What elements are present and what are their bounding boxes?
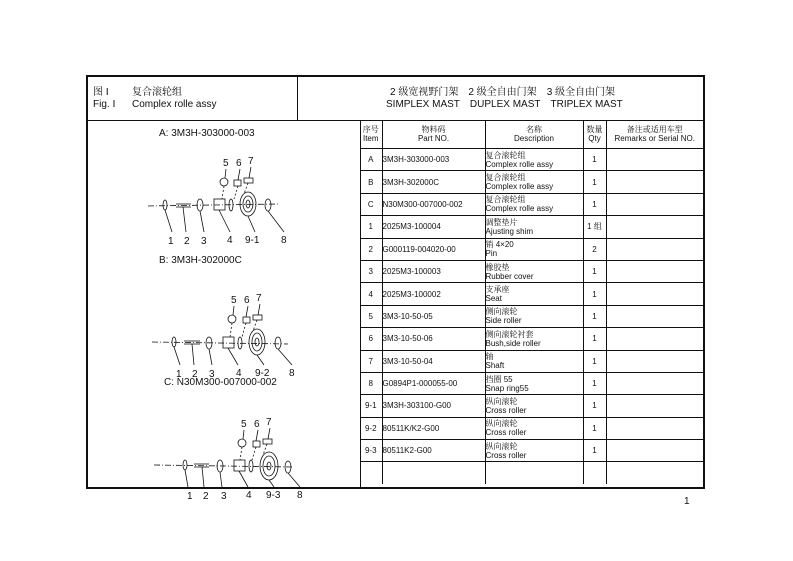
qty-cell <box>583 372 606 394</box>
callout-b-4: 4 <box>236 368 242 379</box>
description-cell-desc-cn: 复合滚轮组 <box>485 150 526 160</box>
item-cell-item: 9-3 <box>364 446 377 456</box>
callout-a-4: 4 <box>227 235 233 246</box>
description-cell <box>485 328 583 350</box>
part-number-cell-part: 3M3H-302000C <box>382 177 439 187</box>
part-number-cell <box>382 440 485 462</box>
header-part <box>382 120 485 149</box>
description-cell-desc-cn: 纵向滚轮 <box>485 419 518 429</box>
table-row <box>360 395 703 417</box>
part-number-cell <box>382 328 485 350</box>
callout-c-4: 4 <box>246 490 252 501</box>
callout-a-1: 1 <box>168 236 174 247</box>
table-row <box>360 193 703 215</box>
part-number-cell-part: 2025M3-100002 <box>382 289 441 299</box>
diagram-b-title: B: 3M3H-302000C <box>159 255 242 266</box>
qty-cell-qty: 1 <box>592 334 597 344</box>
table-row <box>360 328 703 350</box>
qty-cell <box>583 305 606 327</box>
item-cell-item: 2 <box>368 244 373 254</box>
part-number-cell <box>382 149 485 171</box>
callout-c-2: 2 <box>203 491 209 501</box>
qty-cell <box>583 193 606 215</box>
header-item-cn: 序号 <box>362 125 379 134</box>
description-cell <box>485 372 583 394</box>
item-cell-item: 3 <box>368 267 373 277</box>
description-cell <box>485 395 583 417</box>
figure-header <box>88 77 703 121</box>
callout-b-2: 2 <box>192 369 198 379</box>
header-item-en: Item <box>362 134 379 143</box>
callout-b-8: 8 <box>289 368 295 379</box>
item-cell-item: 5 <box>368 311 373 321</box>
qty-cell <box>583 328 606 350</box>
qty-cell-qty: 1 组 <box>587 222 602 232</box>
item-cell <box>360 328 382 350</box>
item-cell <box>360 417 382 439</box>
remarks-cell <box>606 440 703 462</box>
catalog-frame <box>86 75 705 501</box>
description-cell <box>485 440 583 462</box>
qty-cell-qty: 2 <box>592 244 597 254</box>
item-cell <box>360 395 382 417</box>
figure-title-en: Complex rolle assy <box>132 99 217 110</box>
table-row <box>360 350 703 372</box>
callout-c-3: 3 <box>221 491 227 501</box>
description-cell <box>485 417 583 439</box>
part-number-cell-part: 2025M3-100004 <box>382 222 441 232</box>
figure-title-block <box>88 77 298 120</box>
callout-a-5: 5 <box>223 158 229 169</box>
qty-cell <box>583 171 606 193</box>
remarks-cell <box>606 171 703 193</box>
parts-table-body <box>360 149 703 485</box>
header-remarks <box>606 120 703 149</box>
qty-cell-qty: 1 <box>592 311 597 321</box>
description-cell <box>485 283 583 305</box>
part-number-cell-part: N30M300-007000-002 <box>382 199 463 209</box>
table-row <box>360 462 703 485</box>
item-cell <box>360 216 382 238</box>
part-number-cell <box>382 372 485 394</box>
description-cell-desc-en: Cross roller <box>485 405 527 415</box>
part-number-cell-part: 2025M3-100003 <box>382 267 441 277</box>
description-cell-desc-cn: 橡胶垫 <box>485 262 510 272</box>
item-cell-item: 1 <box>368 222 373 232</box>
description-cell-desc-en: Seat <box>485 294 502 304</box>
description-cell-desc-en: Rubber cover <box>485 271 534 281</box>
item-cell <box>360 238 382 260</box>
description-cell-desc-en: Bush,side roller <box>485 338 541 348</box>
figure-title-cn: 复合滚轮组 <box>132 87 182 98</box>
table-header-row <box>360 120 703 149</box>
qty-cell-qty: 1 <box>592 401 597 411</box>
callout-a-9: 9-1 <box>245 235 260 246</box>
qty-cell <box>583 149 606 171</box>
part-number-cell <box>382 462 485 485</box>
callout-b-9: 9-2 <box>255 368 270 379</box>
description-cell-desc-en: Complex rolle assy <box>485 182 554 192</box>
description-cell-desc-en: Pin <box>485 249 498 259</box>
qty-cell-qty: 1 <box>592 423 597 433</box>
item-cell <box>360 283 382 305</box>
table-row <box>360 372 703 394</box>
table-row <box>360 238 703 260</box>
item-cell-item: 4 <box>368 289 373 299</box>
table-row <box>360 305 703 327</box>
part-number-cell-part: 80511K/K2-G00 <box>382 423 440 433</box>
callout-c-5: 5 <box>241 419 247 430</box>
description-cell <box>485 260 583 282</box>
callout-a-3: 3 <box>201 236 207 247</box>
callout-c-7: 7 <box>266 417 272 428</box>
mast-en-duplex: DUPLEX MAST <box>469 99 541 110</box>
description-cell <box>485 462 583 485</box>
item-cell-item: B <box>368 177 374 187</box>
qty-cell <box>583 417 606 439</box>
remarks-cell <box>606 372 703 394</box>
part-number-cell-part: 3M3H-303100-G00 <box>382 401 451 411</box>
part-number-cell <box>382 260 485 282</box>
callout-b-5: 5 <box>231 295 237 306</box>
qty-cell <box>583 238 606 260</box>
part-number-cell <box>382 350 485 372</box>
header-qty-cn: 数量 <box>586 125 603 134</box>
description-cell-desc-cn: 支承座 <box>485 285 510 295</box>
mast-cn-simplex: 2 级宽视野门架 <box>390 87 459 98</box>
diagram-c-drawing <box>88 391 360 501</box>
mast-cn-duplex: 2 级全自由门架 <box>468 87 537 98</box>
page-number: 1 <box>684 496 690 507</box>
callout-a-8: 8 <box>281 235 287 246</box>
remarks-cell <box>606 149 703 171</box>
description-cell <box>485 238 583 260</box>
description-cell <box>485 216 583 238</box>
item-cell <box>360 149 382 171</box>
description-cell <box>485 149 583 171</box>
qty-cell <box>583 216 606 238</box>
description-cell-desc-cn: 复合滚轮组 <box>485 195 526 205</box>
part-number-cell <box>382 171 485 193</box>
callout-b-3: 3 <box>209 369 215 379</box>
part-number-cell-part: G0894P1-000055-00 <box>382 379 458 389</box>
description-cell-desc-cn: 销 4×20 <box>485 240 514 250</box>
qty-cell <box>583 462 606 485</box>
callout-c-6: 6 <box>254 419 260 430</box>
header-qty-en: Qty <box>588 134 601 143</box>
callout-a-6: 6 <box>236 158 242 169</box>
qty-cell <box>583 440 606 462</box>
description-cell-desc-en: Side roller <box>485 316 522 326</box>
exploded-diagrams <box>88 120 361 501</box>
mast-en-simplex: SIMPLEX MAST <box>386 99 460 110</box>
mast-cn-triplex: 3 级全自由门架 <box>546 87 616 98</box>
item-cell-item: 9-1 <box>364 401 377 411</box>
remarks-cell <box>606 305 703 327</box>
table-row <box>360 283 703 305</box>
header-part-cn: 物料码 <box>421 125 446 134</box>
table-row <box>360 216 703 238</box>
description-cell-desc-cn: 挡圈 55 <box>485 374 513 384</box>
callout-b-7: 7 <box>256 293 262 304</box>
qty-cell-qty: 1 <box>592 379 597 389</box>
item-cell-item: A <box>368 155 374 165</box>
qty-cell <box>583 395 606 417</box>
diagram-c-title: C: N30M300-007000-002 <box>164 377 277 388</box>
item-cell <box>360 305 382 327</box>
remarks-cell <box>606 238 703 260</box>
description-cell-desc-cn: 调整垫片 <box>485 217 518 227</box>
item-cell <box>360 350 382 372</box>
description-cell-desc-en: Complex rolle assy <box>485 204 554 214</box>
item-cell <box>360 193 382 215</box>
header-qty <box>583 120 606 149</box>
header-remarks-en: Remarks or Serial NO. <box>614 134 695 143</box>
mast-types-en <box>386 99 623 110</box>
qty-cell-qty: 1 <box>592 289 597 299</box>
qty-cell <box>583 283 606 305</box>
callout-b-1: 1 <box>176 369 182 379</box>
description-cell-desc-cn: 侧向滚轮衬套 <box>485 329 534 339</box>
part-number-cell <box>382 216 485 238</box>
description-cell-desc-cn: 侧向滚轮 <box>485 307 518 317</box>
item-cell <box>360 462 382 485</box>
description-cell-desc-en: Ajusting shim <box>485 226 534 236</box>
mast-types-cn <box>390 83 615 98</box>
item-cell <box>360 440 382 462</box>
header-remarks-cn: 备注或适用车型 <box>626 125 683 134</box>
table-row <box>360 149 703 171</box>
part-number-cell <box>382 238 485 260</box>
mast-en-triplex: TRIPLEX MAST <box>550 99 623 110</box>
part-number-cell-part: 3M3-10-50-04 <box>382 356 433 366</box>
item-cell-item: C <box>367 199 374 209</box>
part-number-cell-part: 3M3-10-50-05 <box>382 311 433 321</box>
description-cell-desc-en: Cross roller <box>485 428 527 438</box>
remarks-cell <box>606 462 703 485</box>
item-cell-item: 6 <box>368 334 373 344</box>
part-number-cell <box>382 193 485 215</box>
part-number-cell <box>382 283 485 305</box>
table-row <box>360 171 703 193</box>
description-cell <box>485 193 583 215</box>
remarks-cell <box>606 350 703 372</box>
part-number-cell-part: 80511K2-G00 <box>382 446 432 456</box>
description-cell <box>485 171 583 193</box>
description-cell-desc-cn: 复合滚轮组 <box>485 173 526 183</box>
description-cell-desc-en: Complex rolle assy <box>485 159 554 169</box>
description-cell-desc-en: Shaft <box>485 361 505 371</box>
description-cell <box>485 350 583 372</box>
remarks-cell <box>606 395 703 417</box>
qty-cell-qty: 1 <box>592 446 597 456</box>
description-cell-desc-en: Cross roller <box>485 450 527 460</box>
table-row <box>360 440 703 462</box>
description-cell-desc-en: Snap ring55 <box>485 383 529 393</box>
remarks-cell <box>606 193 703 215</box>
callout-b-6: 6 <box>244 295 250 306</box>
remarks-cell <box>606 260 703 282</box>
figure-label-cn: 图 Ⅰ <box>93 87 109 98</box>
item-cell <box>360 372 382 394</box>
callout-c-8: 8 <box>297 490 303 501</box>
item-cell-item: 8 <box>368 379 373 389</box>
diagram-b-drawing <box>88 269 360 379</box>
callout-c-9: 9-3 <box>266 490 281 501</box>
qty-cell-qty: 1 <box>592 155 597 165</box>
remarks-cell <box>606 283 703 305</box>
diagram-a-title: A: 3M3H-303000-003 <box>159 128 255 139</box>
part-number-cell <box>382 305 485 327</box>
qty-cell-qty: 1 <box>592 199 597 209</box>
callout-a-7: 7 <box>248 156 254 167</box>
description-cell-desc-cn: 纵向滚轮 <box>485 441 518 451</box>
remarks-cell <box>606 328 703 350</box>
qty-cell <box>583 350 606 372</box>
item-cell <box>360 260 382 282</box>
header-desc-cn: 名称 <box>526 125 542 134</box>
remarks-cell <box>606 417 703 439</box>
figure-label-en: Fig. Ⅰ <box>93 99 116 110</box>
table-row <box>360 417 703 439</box>
item-cell-item: 9-2 <box>364 423 377 433</box>
description-cell <box>485 305 583 327</box>
description-cell-desc-cn: 轴 <box>485 352 494 362</box>
diagram-a-drawing <box>88 142 360 252</box>
description-cell-desc-cn: 纵向滚轮 <box>485 396 518 406</box>
header-part-en: Part NO. <box>417 134 450 143</box>
part-number-cell <box>382 395 485 417</box>
qty-cell-qty: 1 <box>592 267 597 277</box>
qty-cell-qty: 1 <box>592 356 597 366</box>
part-number-cell <box>382 417 485 439</box>
callout-a-2: 2 <box>184 236 190 247</box>
parts-table <box>360 120 703 484</box>
header-desc-en: Description <box>513 134 554 143</box>
header-desc <box>485 120 583 149</box>
part-number-cell-part: 3M3-10-50-06 <box>382 334 433 344</box>
header-item <box>360 120 382 149</box>
remarks-cell <box>606 216 703 238</box>
part-number-cell-part: G000119-004020-00 <box>382 244 456 254</box>
qty-cell <box>583 260 606 282</box>
item-cell <box>360 171 382 193</box>
table-row <box>360 260 703 282</box>
qty-cell-qty: 1 <box>592 177 597 187</box>
item-cell-item: 7 <box>368 356 373 366</box>
part-number-cell-part: 3M3H-303000-003 <box>382 155 450 165</box>
callout-c-1: 1 <box>187 491 193 501</box>
